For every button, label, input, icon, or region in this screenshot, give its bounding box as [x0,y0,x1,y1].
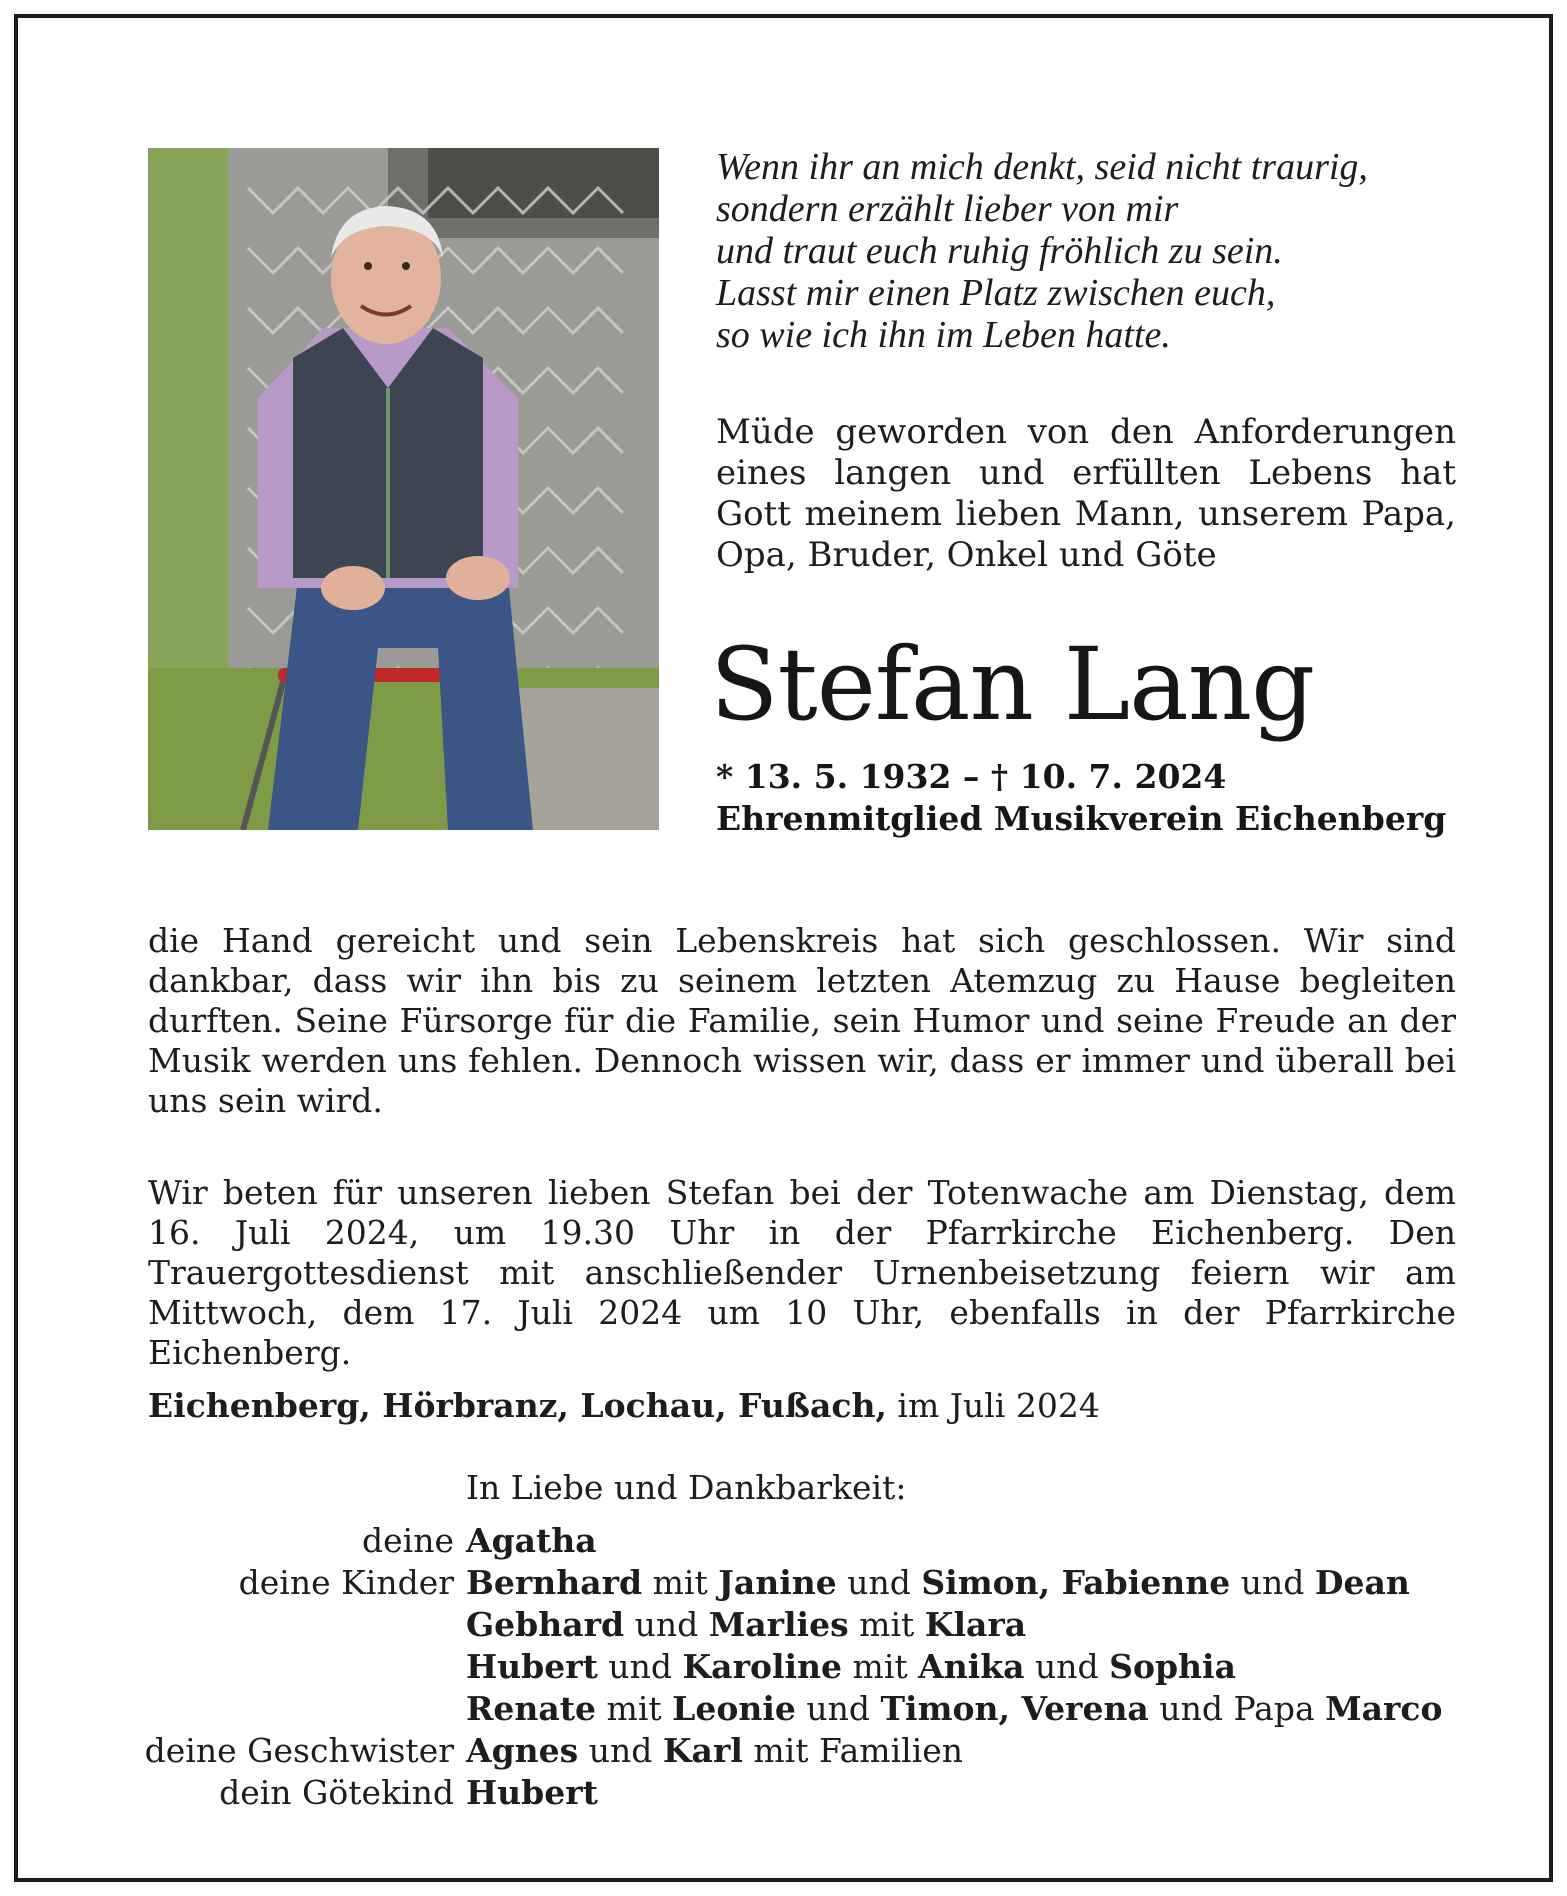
family-member-name: Timon, Verena [880,1689,1149,1728]
family-connector: mit [842,1647,919,1686]
family-connector: und [836,1563,922,1602]
portrait-illustration [148,148,659,830]
family-connector: mit [848,1605,925,1644]
closing-line: In Liebe und Dankbarkeit: [466,1468,907,1507]
portrait-photo [148,148,659,830]
family-member-name: Agnes [466,1731,579,1770]
family-names [466,1730,963,1772]
family-member-name: Marlies [708,1605,849,1644]
family-connector: und Papa [1148,1689,1326,1728]
poem-line: so wie ich ihn im Leben hatte. [716,314,1171,356]
family-names [466,1646,1236,1688]
family-row [18,1604,1557,1646]
family-names [466,1604,1026,1646]
family-names [466,1688,1443,1730]
family-member-name: Renate [466,1689,597,1728]
family-connector: mit [642,1563,719,1602]
family-connector: mit [596,1689,673,1728]
family-row [18,1562,1557,1604]
family-names [466,1772,598,1814]
family-relation: deine [362,1521,454,1560]
family-member-name: Bernhard [466,1563,643,1602]
family-connector: und [795,1689,881,1728]
family-connector: und [1230,1563,1315,1602]
family-member-name: Karl [662,1731,743,1770]
family-member-name: Janine [718,1563,837,1602]
family-row [18,1646,1557,1688]
poem-line: Wenn ihr an mich denkt, seid nicht traurig, [716,146,1368,188]
family-relation: deine Geschwister [144,1731,454,1770]
family-row [18,1688,1557,1730]
family-connector: und [1024,1647,1110,1686]
deceased-name: Stefan Lang [710,626,1315,743]
family-row [18,1730,1557,1772]
family-list [18,1520,1557,1814]
family-relation: dein Götekind [219,1773,454,1812]
family-member-name: Dean [1314,1563,1410,1602]
family-member-name: Sophia [1109,1647,1236,1686]
family-member-name: Leonie [672,1689,796,1728]
family-member-name: Hubert [466,1647,598,1686]
family-connector: und [624,1605,709,1644]
places-date: im Juli 2024 [886,1386,1100,1425]
family-names [466,1520,597,1562]
family-member-name: Klara [924,1605,1027,1644]
family-member-name: Marco [1325,1689,1443,1728]
family-row [18,1772,1557,1814]
family-member-name: Karoline [682,1647,843,1686]
obituary-card [14,14,1553,1882]
poem [716,146,1496,356]
family-relation: deine Kinder [238,1563,454,1602]
family-member-name: Agatha [466,1521,597,1560]
poem-line: und traut euch ruhig fröhlich zu sein. [716,230,1283,272]
family-member-name: Simon, Fabienne [921,1563,1231,1602]
intro-text: Müde geworden von den Anforderungen eines langen und erfüllten Lebens hat Gott meinem lieben Mann, unserem Papa, Opa, Bruder, Onkel und Göte [716,412,1456,575]
family-member-name: Gebhard [466,1605,625,1644]
honorary-role: Ehrenmitglied Musikverein Eichenberg [716,799,1447,838]
family-connector: mit Familien [742,1731,964,1770]
family-connector: und [578,1731,663,1770]
body-paragraph-2: Wir beten für unseren lieben Stefan bei der Totenwache am Dienstag, dem 16. Juli 2024, um 19.30 Uhr in der Pfarrkirche Eichenberg. Den Trauergottesdienst mit anschließender Urnenbeisetzung feiern wir am Mittwoch, dem 17. Juli 2024 um 10 Uhr, ebenfalls in der Pfarrkirche Eichenberg. [148,1173,1456,1372]
family-member-name: Hubert [466,1773,598,1812]
poem-line: sondern erzählt lieber von mir [716,188,1179,230]
places-towns: Eichenberg, Hörbranz, Lochau, Fußach, [148,1386,887,1425]
life-dates: * 13. 5. 1932 – † 10. 7. 2024 [716,757,1227,796]
family-row [18,1520,1557,1562]
family-connector: und [597,1647,683,1686]
family-member-name: Anika [918,1647,1025,1686]
place-date-line [148,1385,1100,1427]
family-names [466,1562,1410,1604]
poem-line: Lasst mir einen Platz zwischen euch, [716,272,1276,314]
body-paragraph-1: die Hand gereicht und sein Lebenskreis hat sich geschlossen. Wir sind dankbar, dass wir ihn bis zu seinem letzten Atemzug zu Hause begleiten durften. Seine Fürsorge für die Familie, sein Humor und seine Freude an der Musik werden uns fehlen. Dennoch wissen wir, dass er immer und überall bei uns sein wird. [148,921,1456,1120]
